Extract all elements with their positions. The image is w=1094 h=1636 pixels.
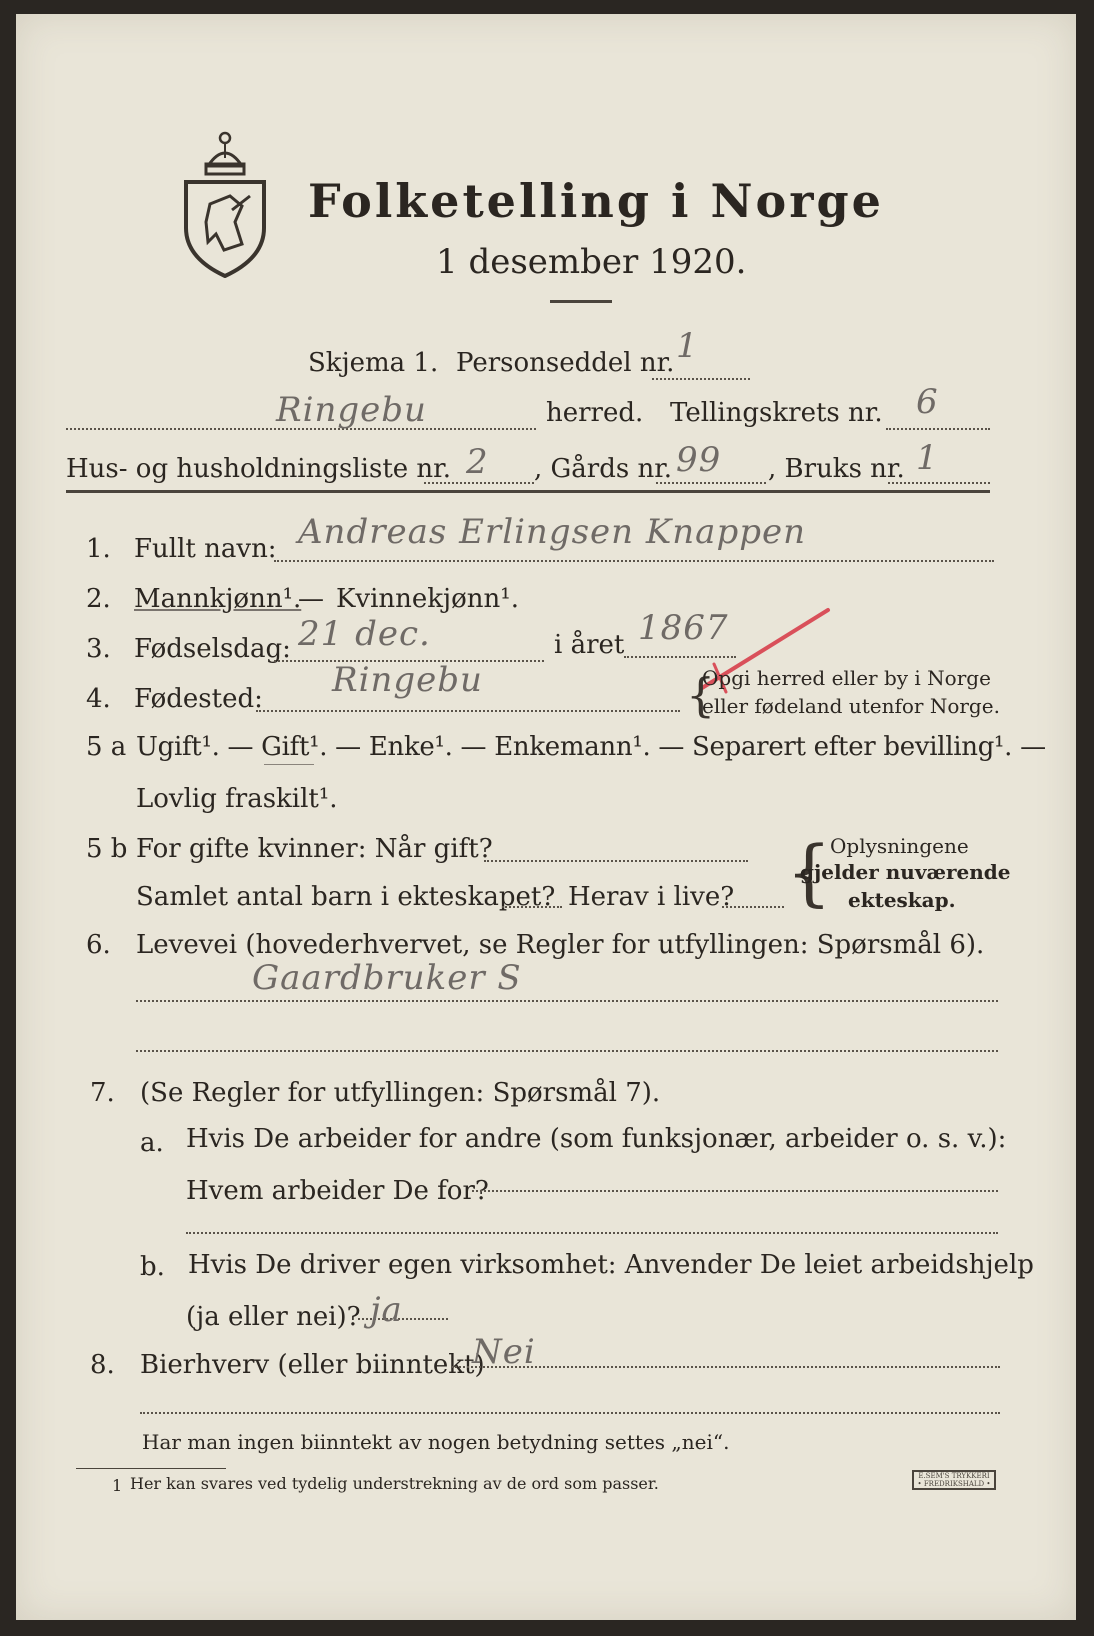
hired-help-value: ja <box>370 1290 403 1330</box>
employer-field-1[interactable] <box>472 1190 998 1192</box>
q7-number: 7. <box>90 1078 115 1108</box>
q2-separator: — <box>298 584 324 614</box>
q5b-alive-label: Herav i live? <box>568 882 735 912</box>
q7b-yesno-label: (ja eller nei)? <box>186 1302 361 1332</box>
q5a-options[interactable]: Ugift¹. — Gift¹. — Enke¹. — Enkemann¹. — Separert efter bevilling¹. — <box>136 732 1046 762</box>
full-name-value: Andreas Erlingsen Knappen <box>298 512 806 552</box>
gards-value: 99 <box>676 440 722 480</box>
tellingskrets-value: 6 <box>916 382 939 422</box>
personseddel-value: 1 <box>676 326 699 366</box>
children-count-field[interactable] <box>502 906 562 908</box>
occupation-value: Gaardbruker S <box>252 958 522 998</box>
children-alive-field[interactable] <box>722 906 784 908</box>
q4-note-line2: eller fødeland utenfor Norge. <box>702 694 1000 718</box>
birthplace-field[interactable] <box>256 710 680 712</box>
q7b-letter: b. <box>140 1252 165 1282</box>
bruks-value: 1 <box>916 438 939 478</box>
q6-label: Levevei (hovederhvervet, se Regler for utfyllingen: Spørsmål 6). <box>136 930 985 960</box>
occupation-field-2[interactable] <box>136 1050 998 1052</box>
option-mannkjonn[interactable]: Mannkjønn¹. <box>134 584 302 614</box>
q3-label: Fødselsdag: <box>134 634 291 664</box>
q5a-option-fraskilt[interactable]: Lovlig fraskilt¹. <box>136 784 338 814</box>
q4-note-brace: { <box>686 668 716 722</box>
personseddel-field[interactable] <box>652 378 750 380</box>
q1-number: 1. <box>86 534 111 564</box>
census-form <box>16 14 1076 1620</box>
title-divider <box>550 300 612 303</box>
hus-value: 2 <box>466 442 489 482</box>
tellingskrets-label: Tellingskrets nr. <box>670 398 883 428</box>
tellingskrets-field[interactable] <box>886 428 990 430</box>
option-kvinnekjonn[interactable]: Kvinnekjønn¹. <box>336 584 519 614</box>
q5b-note-line1: Oplysningene <box>830 834 969 858</box>
q4-note-line1: Opgi herred eller by i Norge <box>702 666 991 690</box>
stamp-line1: E.SEM'S TRYKKERI <box>918 1472 990 1480</box>
q4-number: 4. <box>86 684 111 714</box>
q5b-note-line2: gjelder nuværende <box>800 860 1011 884</box>
coat-of-arms-icon <box>180 126 270 278</box>
hus-label: Hus- og husholdningsliste nr. <box>66 454 452 484</box>
personseddel-label: Personseddel nr. <box>456 348 675 378</box>
occupation-field-1[interactable] <box>136 1000 998 1002</box>
q5b-children-label: Samlet antal barn i ekteskapet? <box>136 882 556 912</box>
q7a-employer-label: Hvem arbeider De for? <box>186 1176 489 1206</box>
q7-label: (Se Regler for utfyllingen: Spørsmål 7). <box>140 1078 661 1108</box>
married-when-field[interactable] <box>484 860 748 862</box>
stamp-line2: • FREDRIKSHALD • <box>917 1480 991 1488</box>
bruks-label: , Bruks nr. <box>768 454 905 484</box>
q5b-note-line3: ekteskap. <box>848 888 956 912</box>
q5b-number: 5 b <box>86 834 128 864</box>
employer-field-2[interactable] <box>186 1232 998 1234</box>
q3-number: 3. <box>86 634 111 664</box>
q7a-letter: a. <box>140 1128 164 1158</box>
herred-label: herred. <box>546 398 644 428</box>
skjema-label: Skjema 1. <box>308 348 439 378</box>
hus-field[interactable] <box>424 482 534 484</box>
bruks-field[interactable] <box>888 482 990 484</box>
q5b-note-brace: { <box>786 830 832 914</box>
q2-number: 2. <box>86 584 111 614</box>
q3-year-label: i året <box>554 630 625 660</box>
footnote-text: Her kan svares ved tydelig understrekning av de ord som passer. <box>130 1474 659 1493</box>
side-income-field-2[interactable] <box>140 1412 1000 1414</box>
footnote-mark: 1 <box>112 1476 123 1495</box>
gards-field[interactable] <box>656 482 766 484</box>
footnote-divider <box>76 1468 226 1469</box>
q8-label: Bierhverv (eller biinntekt) <box>140 1350 485 1380</box>
header-divider <box>66 490 990 493</box>
census-date: 1 desember 1920. <box>436 242 747 282</box>
gards-label: , Gårds nr. <box>534 454 673 484</box>
q7b-question: Hvis De driver egen virksomhet: Anvender De leiet arbeidshjelp <box>188 1250 1034 1280</box>
gift-underline <box>264 764 314 765</box>
q6-number: 6. <box>86 930 111 960</box>
printer-stamp <box>912 1470 996 1490</box>
full-name-field[interactable] <box>274 560 994 562</box>
birthday-value: 21 dec. <box>298 614 431 654</box>
footer-note: Har man ingen biinntekt av nogen betydning settes „nei“. <box>142 1430 730 1454</box>
q1-label: Fullt navn: <box>134 534 277 564</box>
q8-number: 8. <box>90 1350 115 1380</box>
side-income-value: Nei <box>472 1332 536 1372</box>
q5b-married-label: For gifte kvinner: Når gift? <box>136 834 493 864</box>
birth-year-value: 1867 <box>638 608 729 648</box>
q7a-question: Hvis De arbeider for andre (som funksjonær, arbeider o. s. v.): <box>186 1124 1007 1154</box>
form-title: Folketelling i Norge <box>308 174 884 228</box>
q5a-number: 5 a <box>86 732 127 762</box>
birthplace-value: Ringebu <box>332 660 483 700</box>
herred-value: Ringebu <box>276 390 427 430</box>
q4-label: Fødested: <box>134 684 263 714</box>
